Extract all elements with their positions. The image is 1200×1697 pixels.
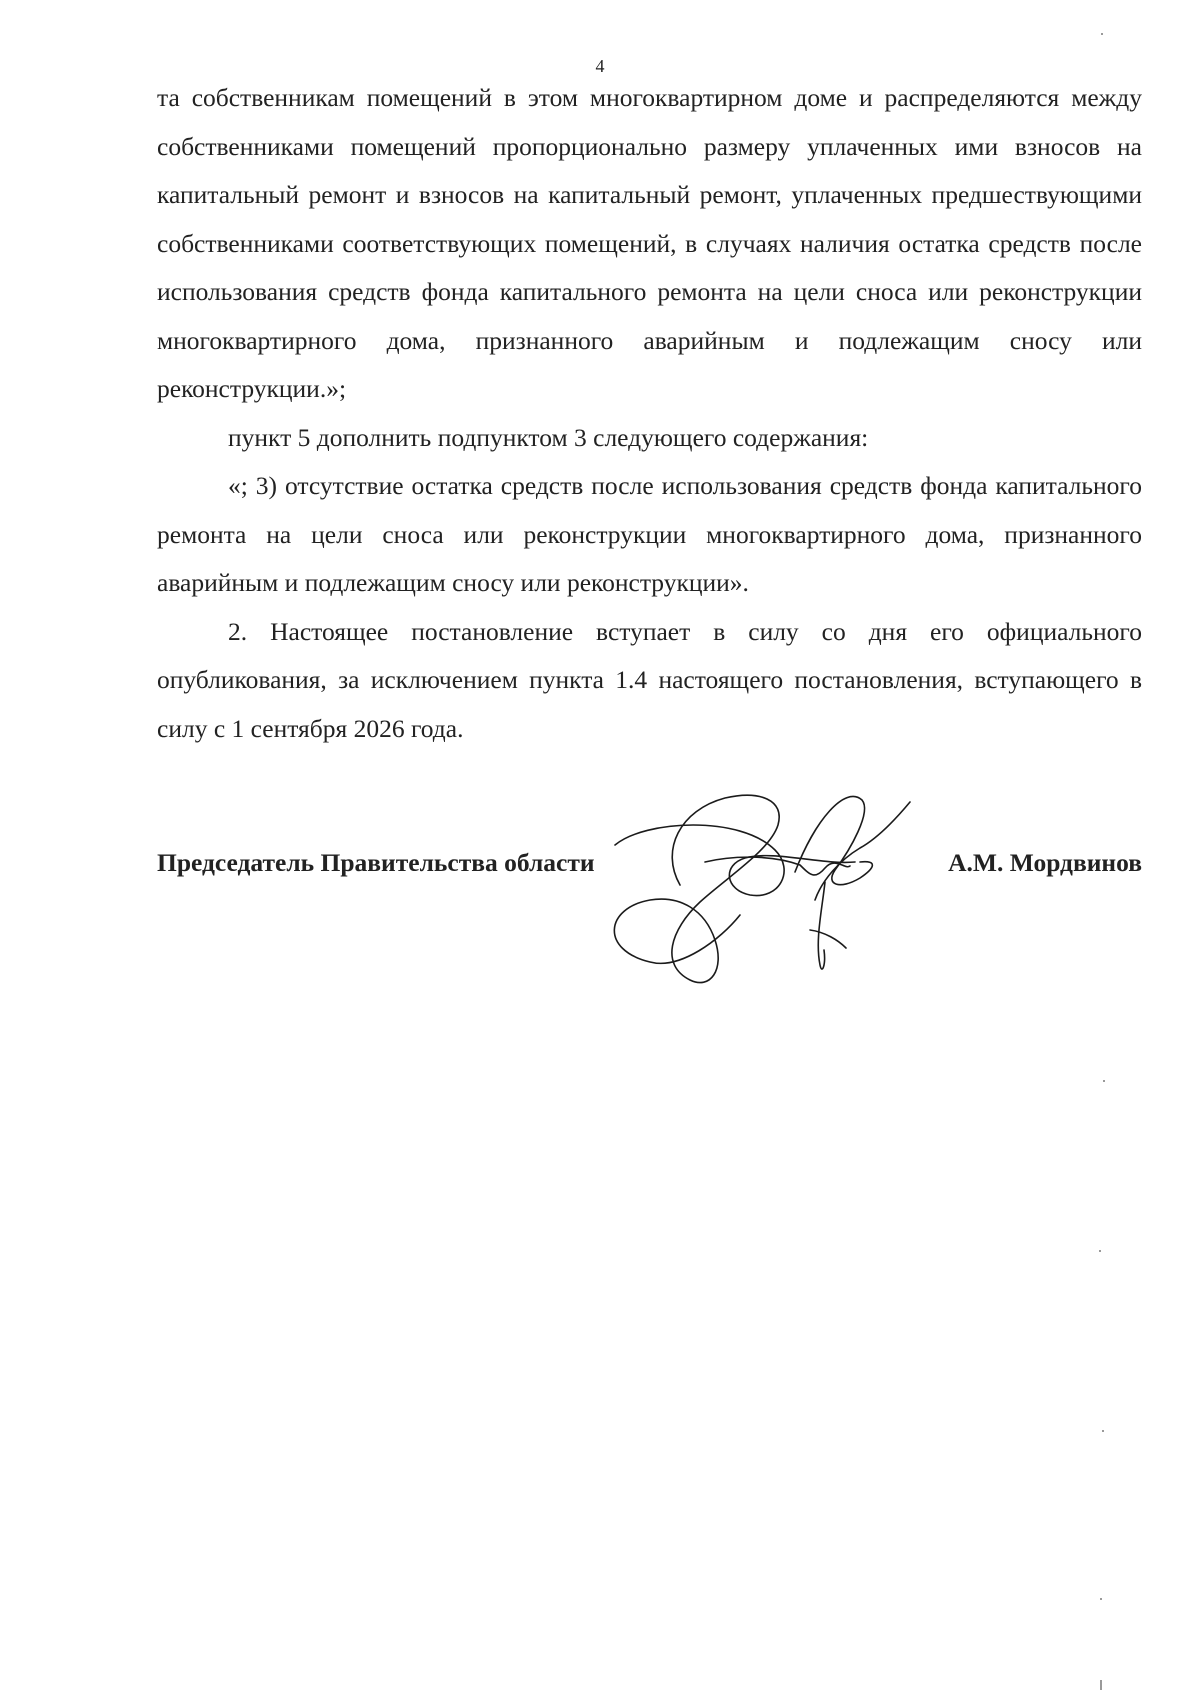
paragraph-amendment-intro: пункт 5 дополнить подпунктом 3 следующего содержания: xyxy=(228,422,869,452)
paragraph-amendment-text: «; 3) отсутствие остатка средств после использования средств фонда капитального ремонта на цели сноса или реконструкции многоквартирного дома, признанного аварийным и подлежащим сносу или реконструкции». xyxy=(157,471,1142,597)
handwritten-signature xyxy=(610,790,950,995)
signer-name: А.М. Мордвинов xyxy=(948,848,1142,877)
scan-speck xyxy=(1101,33,1103,35)
signer-title: Председатель Правительства области xyxy=(157,848,595,877)
scan-speck xyxy=(1102,1430,1104,1432)
paragraph-continuation: та собственникам помещений в этом многоквартирном доме и распределяются между собственниками помещений пропорционально размеру уплаченных ими взносов на капитальный ремонт и взносов на капитальный ремонт, уплаченных предшествующими собственниками соответствующих помещений, в случаях наличия остатка средств после использования средств фонда капитального ремонта на цели сноса или реконструкции многоквартирного дома, признанного аварийным и подлежащим сносу или реконструкции.»; xyxy=(157,83,1142,403)
scan-speck xyxy=(1100,1598,1102,1600)
paragraph-effective-date: 2. Настоящее постановление вступает в силу со дня его официального опубликования, за исключением пункта 1.4 настоящего постановления, вступающего в силу с 1 сентября 2026 года. xyxy=(157,616,1142,743)
scan-speck xyxy=(1103,1080,1105,1082)
scan-speck xyxy=(1100,1680,1102,1690)
page-number: 4 xyxy=(595,56,605,76)
document-body xyxy=(157,74,1142,753)
scan-speck xyxy=(1099,1250,1101,1252)
